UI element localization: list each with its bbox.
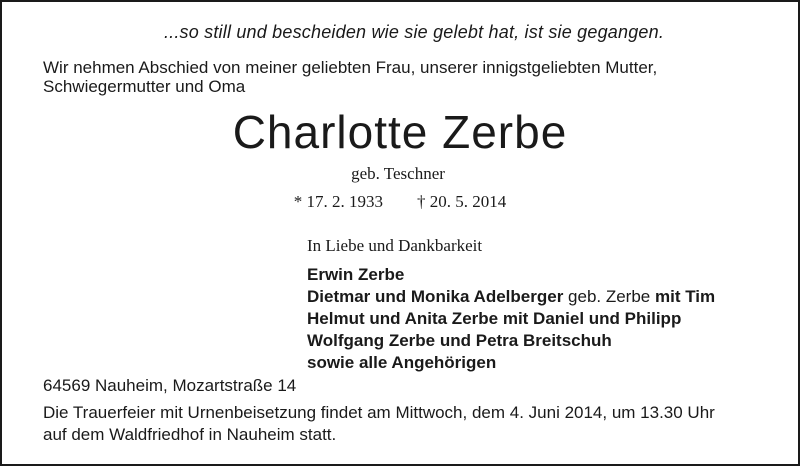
birth-name: geb. Teschner (351, 164, 445, 183)
mourner-birth-name: geb. Zerbe (563, 287, 655, 306)
deceased-name: Charlotte Zerbe (232, 106, 568, 158)
life-dates (2, 192, 798, 212)
intro-line-2: Schwiegermutter und Oma (43, 77, 246, 96)
ceremony-info (43, 402, 715, 446)
mourners-intro: In Liebe und Dankbarkeit (307, 236, 483, 255)
mourners-block (307, 236, 715, 374)
intro-text (43, 58, 657, 96)
mourner-line: Helmut und Anita Zerbe mit Daniel und Philipp (307, 309, 682, 328)
address: 64569 Nauheim, Mozartstraße 14 (43, 376, 297, 395)
ceremony-line-2: auf dem Waldfriedhof in Nauheim statt. (43, 425, 337, 444)
death-date: † 20. 5. 2014 (417, 192, 507, 211)
birth-date: * 17. 2. 1933 (293, 192, 383, 211)
mourner-line: Erwin Zerbe (307, 265, 405, 284)
mourner-line: sowie alle Angehörigen (307, 353, 497, 372)
motto: ...so still und bescheiden wie sie gelebt hat, ist sie gegangen. (163, 22, 665, 42)
mourner-names: Dietmar und Monika Adelberger (307, 287, 564, 306)
mourner-line (307, 286, 715, 308)
ceremony-line-1: Die Trauerfeier mit Urnenbeisetzung findet am Mittwoch, dem 4. Juni 2014, um 13.30 Uhr (43, 403, 715, 422)
mourner-children: mit Tim (654, 287, 716, 306)
mourner-line: Wolfgang Zerbe und Petra Breitschuh (307, 331, 612, 350)
intro-line-1: Wir nehmen Abschied von meiner geliebten Frau, unserer innigstgeliebten Mutter, (43, 58, 658, 77)
